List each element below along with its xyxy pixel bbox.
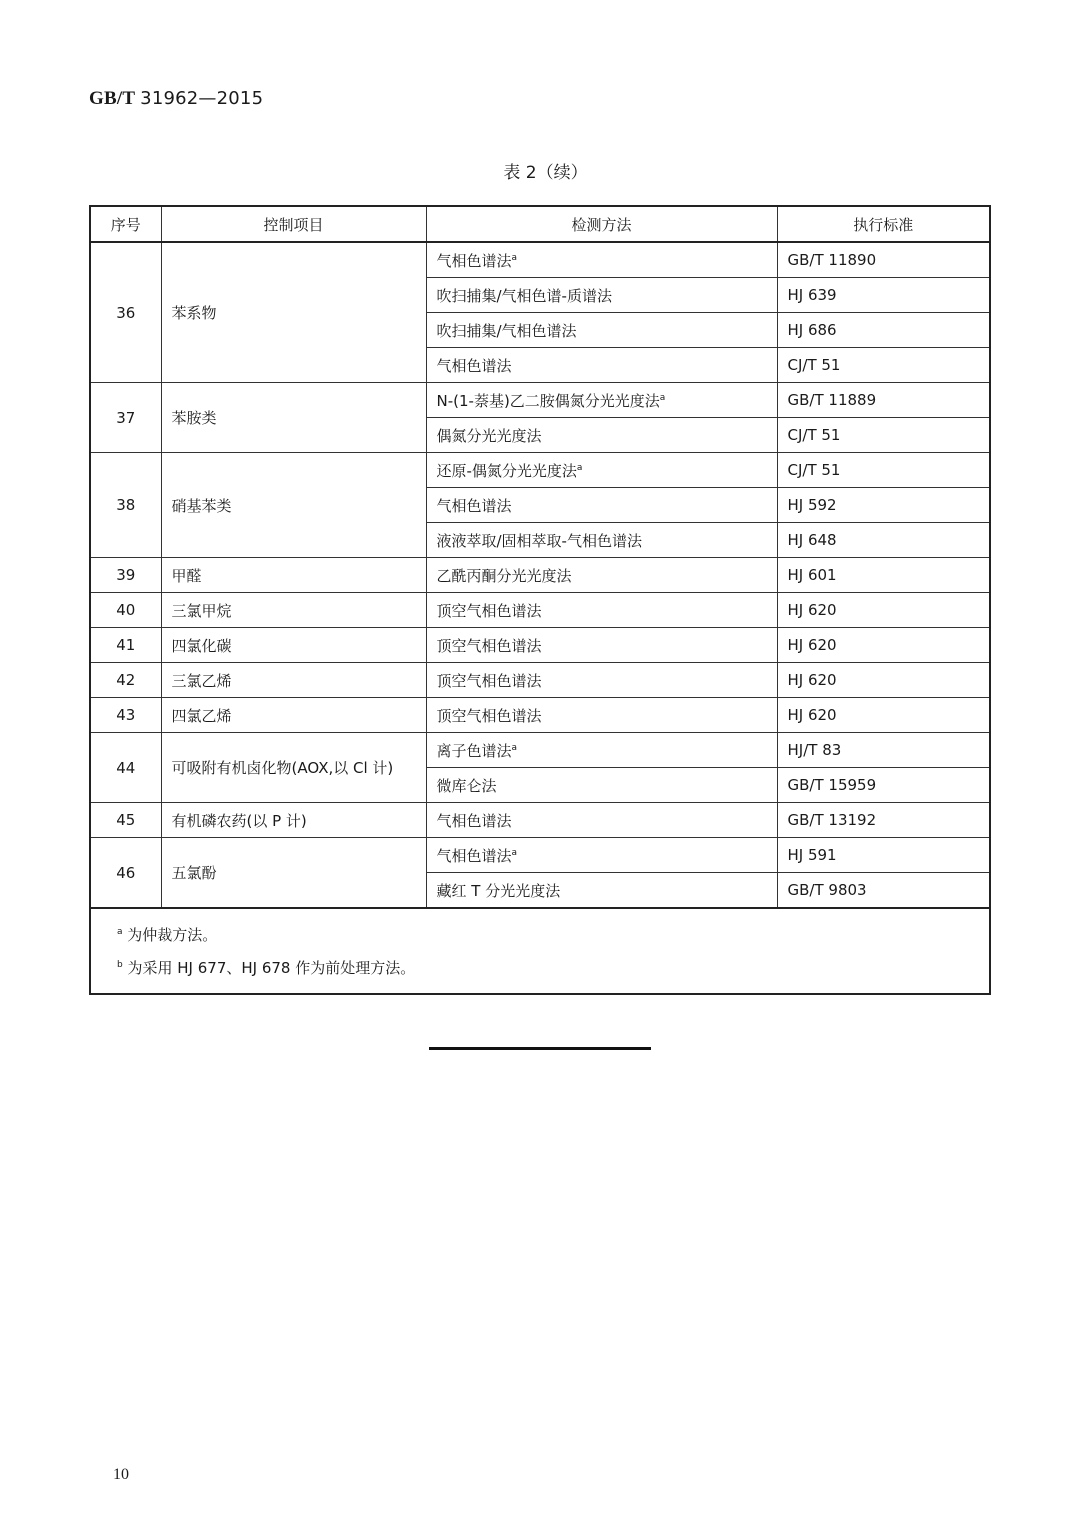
- test-method-text: 藏红 T 分光光度法: [436, 881, 561, 900]
- standard-code: CJ/T 51: [777, 348, 990, 383]
- row-number: 40: [90, 593, 161, 628]
- standard-code: HJ 592: [777, 488, 990, 523]
- table-header-row: [90, 206, 990, 242]
- table-row: [90, 663, 990, 698]
- test-method: [426, 873, 777, 909]
- note-text: 为仲裁方法。: [127, 926, 218, 944]
- test-method: [426, 768, 777, 803]
- control-item: 三氯甲烷: [161, 593, 426, 628]
- test-method: [426, 313, 777, 348]
- doc-code-prefix: GB/T: [89, 88, 136, 109]
- test-method-text: 气相色谱法: [436, 811, 512, 830]
- table-row: [90, 803, 990, 838]
- footnote-marker: a: [511, 252, 518, 263]
- test-method: [426, 418, 777, 453]
- table-notes: [90, 908, 990, 994]
- test-method: [426, 348, 777, 383]
- test-method-text: 吹扫捕集/气相色谱法: [436, 321, 577, 340]
- standard-code: GB/T 11889: [777, 383, 990, 418]
- control-item: 四氯乙烯: [161, 698, 426, 733]
- test-method: [426, 383, 777, 418]
- control-item: 三氯乙烯: [161, 663, 426, 698]
- test-method: [426, 663, 777, 698]
- footnote-marker: a: [576, 462, 583, 473]
- row-number: 45: [90, 803, 161, 838]
- standard-code: HJ 601: [777, 558, 990, 593]
- column-header-method: 检测方法: [426, 206, 777, 242]
- column-header-standard: 执行标准: [777, 206, 990, 242]
- standards-table: [89, 205, 991, 995]
- test-method-text: 气相色谱法: [436, 496, 512, 515]
- standard-code: HJ 620: [777, 593, 990, 628]
- test-method: [426, 838, 777, 873]
- standard-code: HJ 686: [777, 313, 990, 348]
- footnote-marker: a: [511, 742, 518, 753]
- row-number: 39: [90, 558, 161, 593]
- test-method: [426, 523, 777, 558]
- row-number: 44: [90, 733, 161, 803]
- row-number: 37: [90, 383, 161, 453]
- test-method-text: 气相色谱法: [436, 846, 512, 865]
- row-number: 38: [90, 453, 161, 558]
- control-item: 苯胺类: [161, 383, 426, 453]
- standard-code: CJ/T 51: [777, 453, 990, 488]
- standard-code: HJ 620: [777, 628, 990, 663]
- table-row: [90, 242, 990, 278]
- test-method-text: 微库仑法: [436, 776, 497, 795]
- table-row: [90, 698, 990, 733]
- standard-code: GB/T 9803: [777, 873, 990, 909]
- standard-code: HJ 591: [777, 838, 990, 873]
- test-method-text: 顶空气相色谱法: [436, 706, 542, 725]
- table-row: [90, 558, 990, 593]
- table-row: [90, 733, 990, 768]
- doc-number: 31962—2015: [140, 88, 264, 109]
- test-method: [426, 278, 777, 313]
- test-method: [426, 803, 777, 838]
- table-row: [90, 628, 990, 663]
- test-method: [426, 242, 777, 278]
- standard-code: GB/T 13192: [777, 803, 990, 838]
- note-text: 为采用 HJ 677、HJ 678 作为前处理方法。: [127, 959, 416, 977]
- standard-code: HJ 620: [777, 663, 990, 698]
- row-number: 41: [90, 628, 161, 663]
- table-caption: 表 2（续）: [503, 163, 588, 183]
- test-method-text: 离子色谱法: [436, 741, 512, 760]
- test-method: [426, 733, 777, 768]
- test-method-text: 液液萃取/固相萃取-气相色谱法: [436, 531, 642, 550]
- control-item: 五氯酚: [161, 838, 426, 909]
- standard-code: HJ 639: [777, 278, 990, 313]
- control-item: 苯系物: [161, 242, 426, 383]
- test-method-text: 乙酰丙酮分光光度法: [436, 566, 572, 585]
- table-row: [90, 383, 990, 418]
- control-item: 可吸附有机卤化物(AOX,以 Cl 计): [161, 733, 426, 803]
- test-method-text: 还原-偶氮分光光度法: [436, 461, 577, 480]
- table-row: [90, 593, 990, 628]
- page-number: 10: [113, 1466, 129, 1483]
- row-number: 42: [90, 663, 161, 698]
- note-a: [117, 917, 963, 950]
- table-notes-row: [90, 908, 990, 994]
- test-method-text: 顶空气相色谱法: [436, 671, 542, 690]
- standard-code: HJ 648: [777, 523, 990, 558]
- note-b: [117, 950, 963, 983]
- row-number: 36: [90, 242, 161, 383]
- test-method-text: 顶空气相色谱法: [436, 601, 542, 620]
- test-method-text: 吹扫捕集/气相色谱-质谱法: [436, 286, 612, 305]
- control-item: 硝基苯类: [161, 453, 426, 558]
- control-item: 甲醛: [161, 558, 426, 593]
- test-method-text: N-(1-萘基)乙二胺偶氮分光光度法: [436, 391, 660, 410]
- end-of-section-rule: [429, 1047, 651, 1050]
- document-code: [89, 88, 263, 110]
- test-method-text: 气相色谱法: [436, 356, 512, 375]
- control-item: 四氯化碳: [161, 628, 426, 663]
- test-method: [426, 558, 777, 593]
- table-row: [90, 838, 990, 873]
- test-method: [426, 488, 777, 523]
- row-number: 46: [90, 838, 161, 909]
- test-method-text: 气相色谱法: [436, 251, 512, 270]
- column-header-no: 序号: [90, 206, 161, 242]
- standard-code: GB/T 15959: [777, 768, 990, 803]
- test-method: [426, 698, 777, 733]
- standard-code: CJ/T 51: [777, 418, 990, 453]
- column-header-item: 控制项目: [161, 206, 426, 242]
- control-item: 有机磷农药(以 P 计): [161, 803, 426, 838]
- table-row: [90, 453, 990, 488]
- row-number: 43: [90, 698, 161, 733]
- test-method-text: 顶空气相色谱法: [436, 636, 542, 655]
- test-method: [426, 628, 777, 663]
- test-method: [426, 593, 777, 628]
- test-method: [426, 453, 777, 488]
- test-method-text: 偶氮分光光度法: [436, 426, 542, 445]
- note-mark: b: [117, 960, 123, 970]
- standard-code: HJ/T 83: [777, 733, 990, 768]
- standard-code: GB/T 11890: [777, 242, 990, 278]
- footnote-marker: a: [659, 392, 666, 403]
- note-mark: a: [117, 927, 123, 937]
- footnote-marker: a: [511, 847, 518, 858]
- standard-code: HJ 620: [777, 698, 990, 733]
